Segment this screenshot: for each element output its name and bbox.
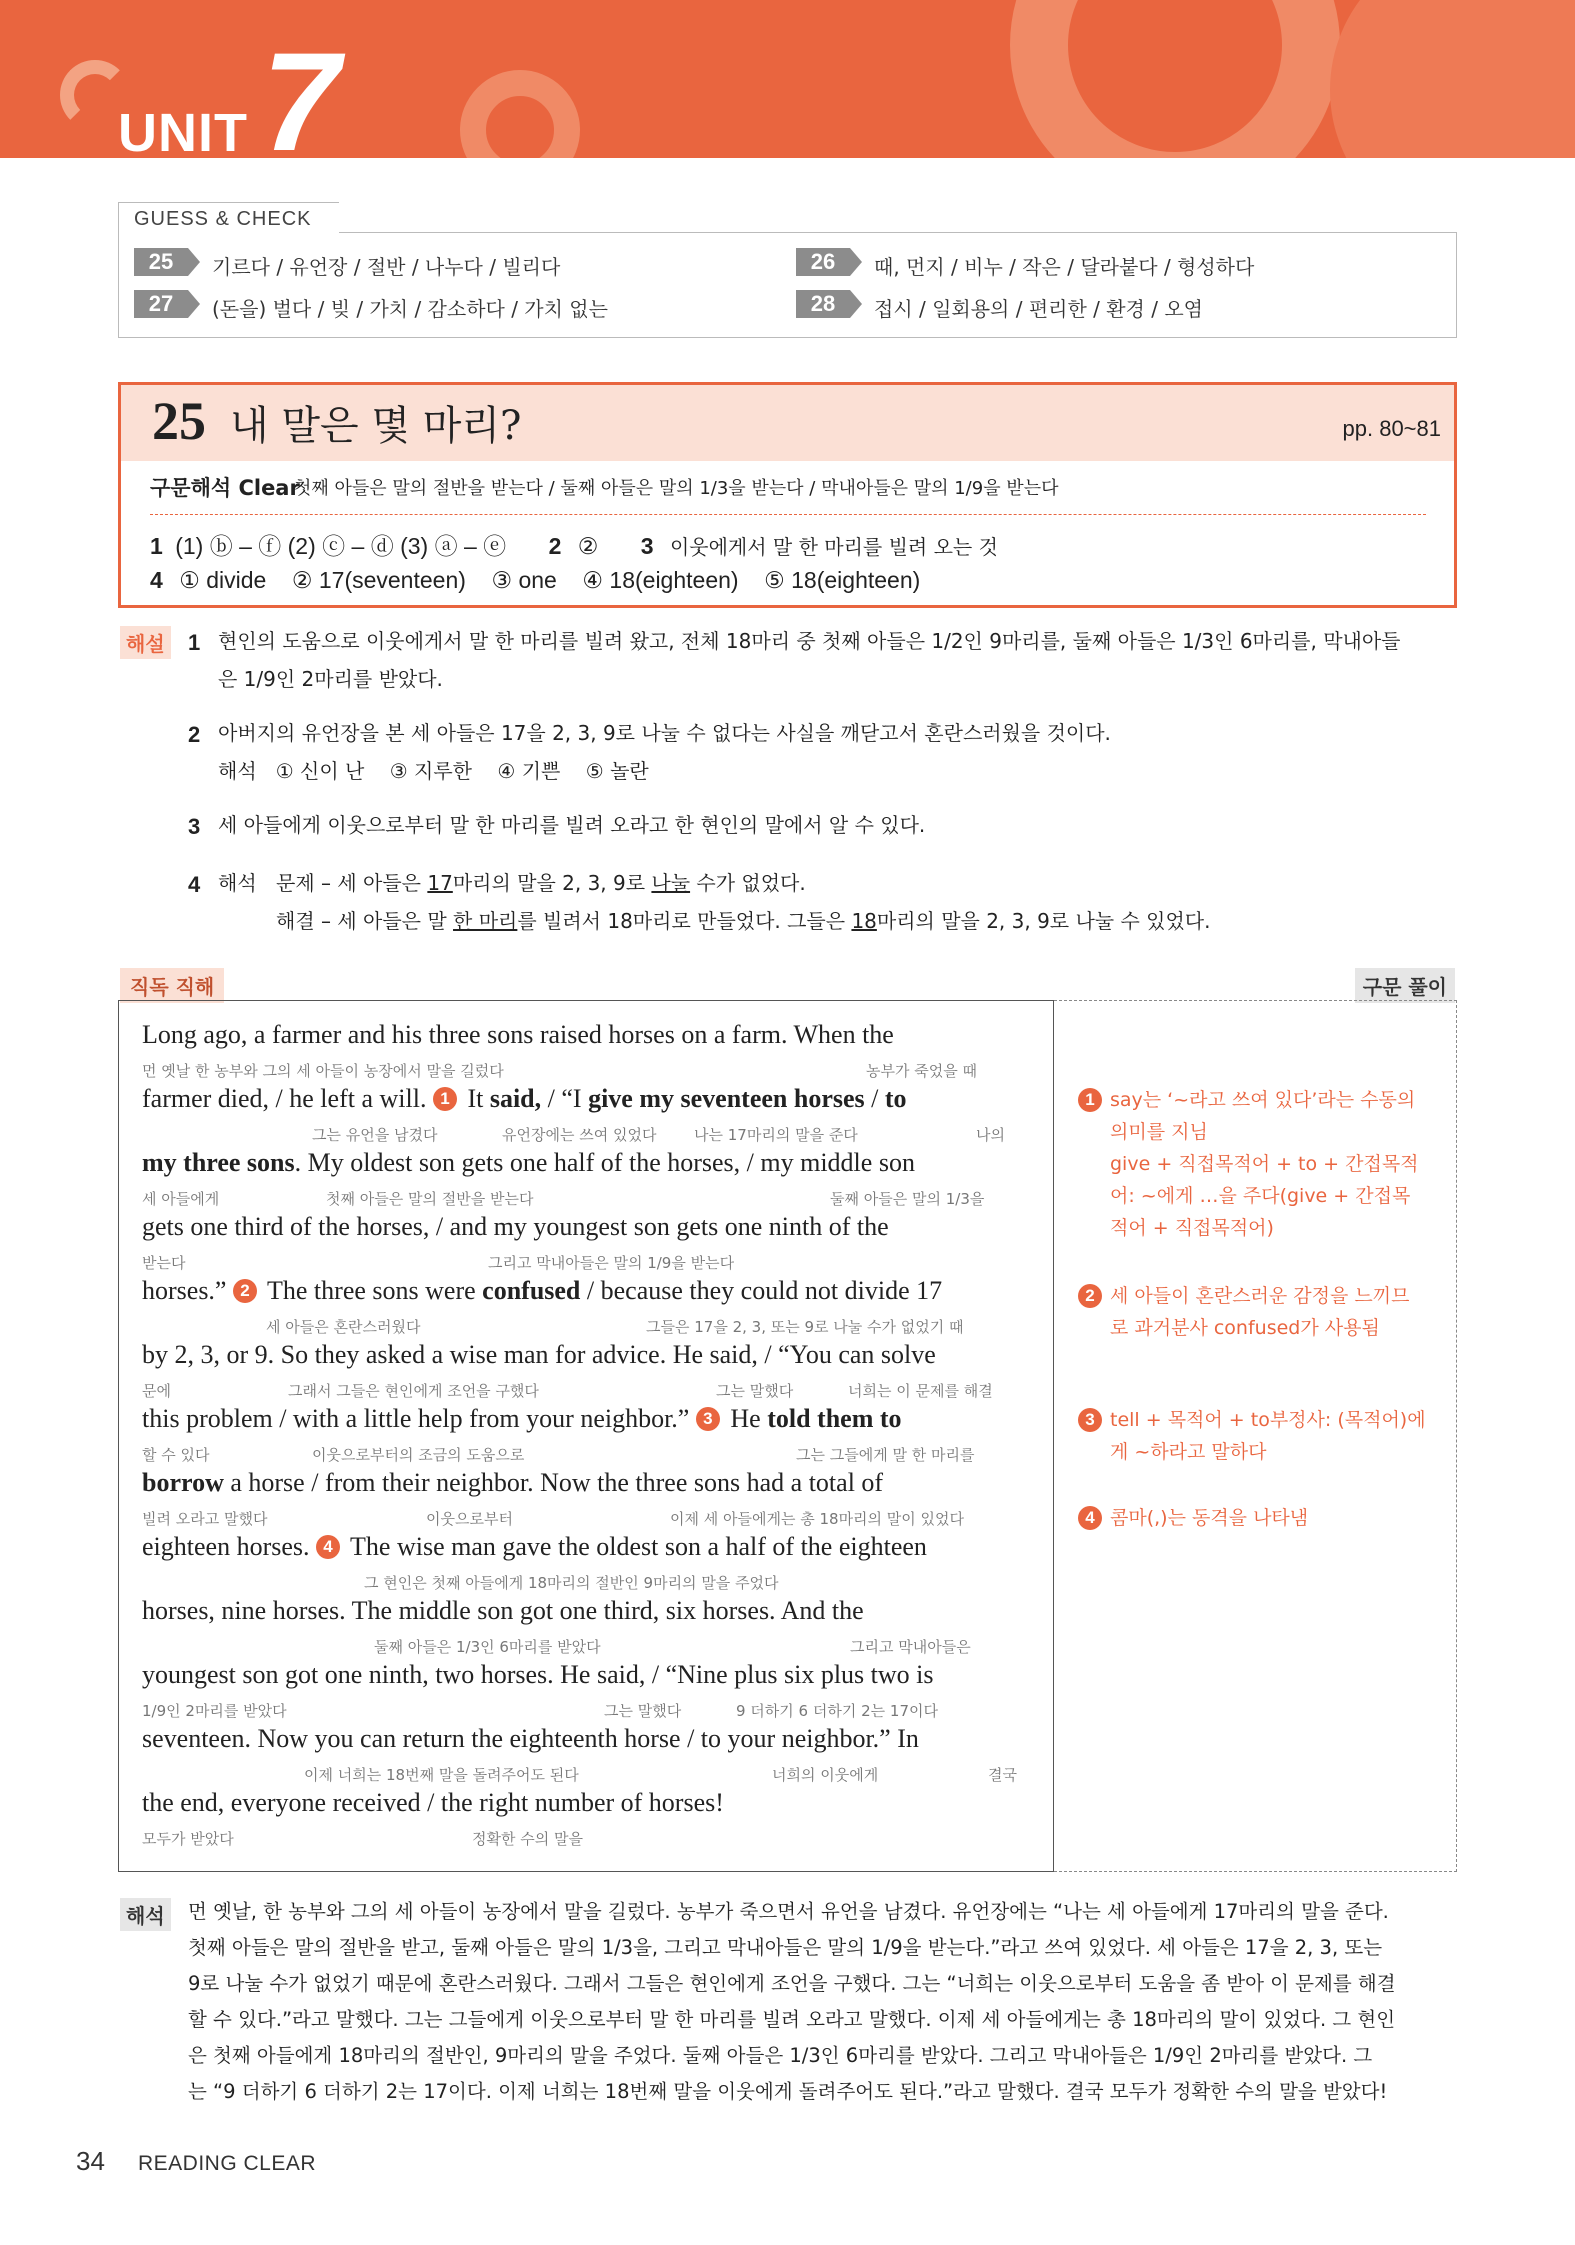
explanation-text: 세 아들에게 이웃으로부터 말 한 마리를 빌려 오라고 한 현인의 말에서 알 수 있다. [218,813,926,837]
reading-gloss: 이웃으로부터 [426,1510,513,1528]
reading-gloss: 유언장에는 쓰여 있었다 [502,1126,657,1144]
guess-item-text: 기르다 / 유언장 / 절반 / 나누다 / 빌리다 [212,255,561,279]
unit-label: UNIT [118,103,248,163]
grammar-note [1085,1404,1450,1468]
explanation-num: 3 [188,814,201,839]
answer-text: 이웃에게서 말 한 마리를 빌려 오는 것 [669,535,998,559]
reading-line: seventeen. Now you can return the eighteenth horse / to your neighbor.” In [142,1724,919,1753]
translation-tag: 해석 [120,1898,171,1931]
reading-gloss: 이제 너희는 18번째 말을 돌려주어도 된다 [304,1766,579,1784]
explanation-line: 문제 – 세 아들은 17마리의 말을 2, 3, 9로 나눌 수가 없었다. [276,871,806,895]
grammar-note-line: 적어 + 직접목적어) [1110,1217,1274,1239]
reading-gloss: 그 현인은 첫째 아들에게 18마리의 절반인 9마리의 말을 주었다 [364,1574,779,1592]
reading-line: gets one third of the horses, / and my youngest son gets one ninth of the [142,1212,889,1241]
grammar-note [1085,1084,1450,1244]
reading-gloss: 나는 17마리의 말을 준다 [694,1126,858,1144]
book-title: READING CLEAR [138,2152,317,2175]
grammar-note-line: tell + 목적어 + to부정사: (목적어)에 [1110,1409,1426,1431]
decor-circle [1330,0,1575,158]
grammar-note-line: 게 ~하라고 말하다 [1110,1441,1267,1463]
grammar-note-line: 로 과거분사 confused가 사용됨 [1110,1317,1380,1339]
lesson-pages: pp. 80~81 [1342,416,1441,441]
reading-gloss: 할 수 있다 [142,1446,210,1464]
explanation-text [276,864,1210,940]
answer-num: 3 [640,533,654,559]
explanation-line: 은 1/9인 2마리를 받았다. [218,667,443,691]
guess-item-text: 때, 먼지 / 비누 / 작은 / 달라붙다 / 형성하다 [874,255,1255,279]
guess-item-number: 25 [134,248,188,276]
reading-line: borrow a horse / from their neighbor. Now the three sons had a total of [142,1468,884,1497]
reading-gloss: 너희의 이웃에게 [772,1766,879,1784]
grammar-note-line: give + 직접목적어 + to + 간접목적 [1110,1153,1419,1175]
divider [150,514,1426,515]
reading-gloss: 그들은 17을 2, 3, 또는 9로 나눌 수가 없었기 때 [646,1318,964,1336]
reading-line: my three sons. My oldest son gets one half of the horses, / my middle son [142,1148,915,1177]
answer-text: ② [577,533,599,559]
explanation-text: 해석 [218,871,257,895]
grammar-note [1085,1280,1450,1344]
guess-item-number: 26 [796,248,850,276]
reading-gloss: 그는 그들에게 말 한 마리를 [796,1446,975,1464]
grammar-note-line: say는 ‘~라고 쓰여 있다’라는 수동의 [1110,1089,1416,1111]
reading-gloss: 9 더하기 6 더하기 2는 17이다 [736,1702,938,1720]
clear-label: 구문해석 Clear [150,476,300,500]
reading-gloss: 너희는 이 문제를 해결 [848,1382,993,1400]
guess-item-number: 27 [134,290,188,318]
translation-line: 9로 나눌 수가 없었기 때문에 혼란스러웠다. 그래서 그들은 현인에게 조언을 구했다. 그는 “너희는 이웃으로부터 도움을 좀 받아 이 문제를 해결 [188,1972,1396,1995]
translation-line: 은 첫째 아들에게 18마리의 절반인, 9마리의 말을 주었다. 둘째 아들은 1/3인 6마리를 받았다. 그리고 막내아들은 1/9인 2마리를 받았다. 그 [188,2044,1373,2067]
reading-line: by 2, 3, or 9. So they asked a wise man for advice. He said, / “You can solve [142,1340,936,1369]
grammar-note-line: 세 아들이 혼란스러운 감정을 느끼므 [1110,1285,1410,1307]
explanation-line: 해결 – 세 아들은 말 한 마리를 빌려서 18마리로 만들었다. 그들은 18마리의 말을 2, 3, 9로 나눌 수 있었다. [276,909,1211,933]
grammar-tag: 구문 풀이 [1355,968,1455,1003]
explanation-line: 아버지의 유언장을 본 세 아들은 17을 2, 3, 9로 나눌 수 없다는 사실을 깨닫고서 혼란스러웠을 것이다. [218,721,1111,745]
explanation-num: 2 [188,722,201,747]
decor-ring-small [460,70,580,158]
explanation-text [218,622,1401,698]
grammar-note-line: 어: ~에게 …을 주다(give + 간접목 [1110,1185,1411,1207]
lesson-title: 내 말은 몇 마리? [230,403,522,449]
reading-line: youngest son got one ninth, two horses. He said, / “Nine plus six plus two is [142,1660,934,1689]
answer-num: 4 [150,567,163,593]
reading-gloss: 먼 옛날 한 농부와 그의 세 아들이 농장에서 말을 길렀다 [142,1062,504,1080]
explanation-line: 해석 ① 신이 난 ③ 지루한 ④ 기쁜 ⑤ 놀란 [218,759,649,783]
note-marker: 4 [316,1535,340,1559]
grammar-note [1085,1502,1450,1534]
reading-line: this problem / with a little help from your neighbor.” 3 He told them to [142,1404,902,1433]
reading-gloss: 그리고 막내아들은 [850,1638,971,1656]
reading-line: the end, everyone received / the right number of horses! [142,1788,724,1817]
reading-gloss: 문에 [142,1382,171,1400]
explanation-tag: 해설 [120,626,171,659]
guess-check-label: GUESS & CHECK [134,208,312,230]
reading-gloss: 세 아들에게 [142,1190,220,1208]
translation-line: 첫째 아들은 말의 절반을 받고, 둘째 아들은 말의 1/3을, 그리고 막내아들은 말의 1/9을 받는다.”라고 쓰여 있었다. 세 아들은 17을 2, 3, 또는 [188,1936,1383,1959]
reading-gloss: 정확한 수의 말을 [472,1830,583,1848]
reading-gloss: 그는 말했다 [716,1382,794,1400]
explanation-line: 현인의 도움으로 이웃에게서 말 한 마리를 빌려 왔고, 전체 18마리 중 첫째 아들은 1/2인 9마리를, 둘째 아들은 1/3인 6마리를, 막내아들 [218,629,1401,653]
guess-item-number: 28 [796,290,850,318]
reading-gloss: 빌려 오라고 말했다 [142,1510,268,1528]
reading-gloss: 나의 [976,1126,1005,1144]
guess-item-text: 접시 / 일회용의 / 편리한 / 환경 / 오염 [874,297,1203,321]
explanation-num: 4 [188,872,201,897]
reading-gloss: 그래서 그들은 현인에게 조언을 구했다 [288,1382,539,1400]
reading-gloss: 이제 세 아들에게는 총 18마리의 말이 있었다 [670,1510,965,1528]
reading-gloss: 농부가 죽었을 때 [866,1062,977,1080]
reading-gloss: 그는 유언을 남겼다 [312,1126,438,1144]
answer-num: 1 [150,533,163,559]
answer-row-2 [150,567,920,594]
grammar-note-line: 콤마(,)는 동격을 나타냄 [1110,1507,1309,1529]
reading-line: eighteen horses. 4 The wise man gave the oldest son a half of the eighteen [142,1532,927,1561]
translation-text [188,1894,1396,2110]
explanation-text [218,714,1111,790]
translation-line: 는 “9 더하기 6 더하기 2는 17이다. 이제 너희는 18번째 말을 이웃에게 돌려주어도 된다.”라고 말했다. 결국 모두가 정확한 수의 말을 받았다! [188,2080,1388,2103]
reading-line: horses.” 2 The three sons were confused / because they could not divide 17 [142,1276,943,1305]
note-marker: 4 [1078,1506,1102,1530]
reading-gloss: 둘째 아들은 1/3인 6마리를 받았다 [374,1638,601,1656]
reading-gloss: 둘째 아들은 말의 1/3을 [830,1190,985,1208]
answer-num: 2 [548,533,562,559]
reading-gloss: 세 아들은 혼란스러웠다 [266,1318,421,1336]
translation-line: 할 수 있다.”라고 말했다. 그는 그들에게 이웃으로부터 말 한 마리를 빌려 오라고 말했다. 이제 세 아들에게는 총 18마리의 말이 있었다. 그 현인 [188,2008,1396,2031]
reading-tag: 직독 직해 [120,968,224,1003]
reading-gloss: 이웃으로부터의 조금의 도움으로 [312,1446,525,1464]
guess-check-box [118,232,1457,338]
reading-gloss: 그는 말했다 [604,1702,682,1720]
clear-text: 첫째 아들은 말의 절반을 받는다 / 둘째 아들은 말의 1/3을 받는다 / 막내아들은 말의 1/9을 받는다 [294,478,1059,499]
reading-line: farmer died, / he left a will. 1 It said, / “I give my seventeen horses / to [142,1084,907,1113]
decor-ring [1010,0,1340,158]
answer-text: (1) ⓑ – ⓕ (2) ⓒ – ⓓ (3) ⓐ – ⓔ [175,533,507,559]
guess-item-text: (돈을) 벌다 / 빚 / 가치 / 감소하다 / 가치 없는 [212,297,608,321]
unit-number: 7 [262,23,340,180]
note-marker: 2 [233,1279,257,1303]
lesson-number: 25 [152,391,206,451]
reading-gloss: 첫째 아들은 말의 절반을 받는다 [326,1190,534,1208]
answer-text: ① divide ② 17(seventeen) ③ one ④ 18(eighteen) ⑤ 18(eighteen) [179,567,921,593]
reading-gloss: 그리고 막내아들은 말의 1/9을 받는다 [488,1254,735,1272]
explanation-num: 1 [188,630,201,655]
grammar-note-line: 의미를 지님 [1110,1121,1208,1143]
reading-gloss: 결국 [988,1766,1017,1784]
note-marker: 3 [1078,1408,1102,1432]
note-marker: 1 [1078,1088,1102,1112]
answer-row-1 [150,528,998,561]
page-number: 34 [76,2146,105,2176]
note-marker: 1 [433,1087,457,1111]
reading-line: Long ago, a farmer and his three sons raised horses on a farm. When the [142,1020,894,1049]
translation-line: 먼 옛날, 한 농부와 그의 세 아들이 농장에서 말을 길렀다. 농부가 죽으면서 유언을 남겼다. 유언장에는 “나는 세 아들에게 17마리의 말을 준다. [188,1900,1389,1923]
reading-gloss: 1/9인 2마리를 받았다 [142,1702,287,1720]
reading-line: horses, nine horses. The middle son got one third, six horses. And the [142,1596,864,1625]
note-marker: 2 [1078,1284,1102,1308]
reading-gloss: 받는다 [142,1254,186,1272]
reading-gloss: 모두가 받았다 [142,1830,234,1848]
note-marker: 3 [696,1407,720,1431]
